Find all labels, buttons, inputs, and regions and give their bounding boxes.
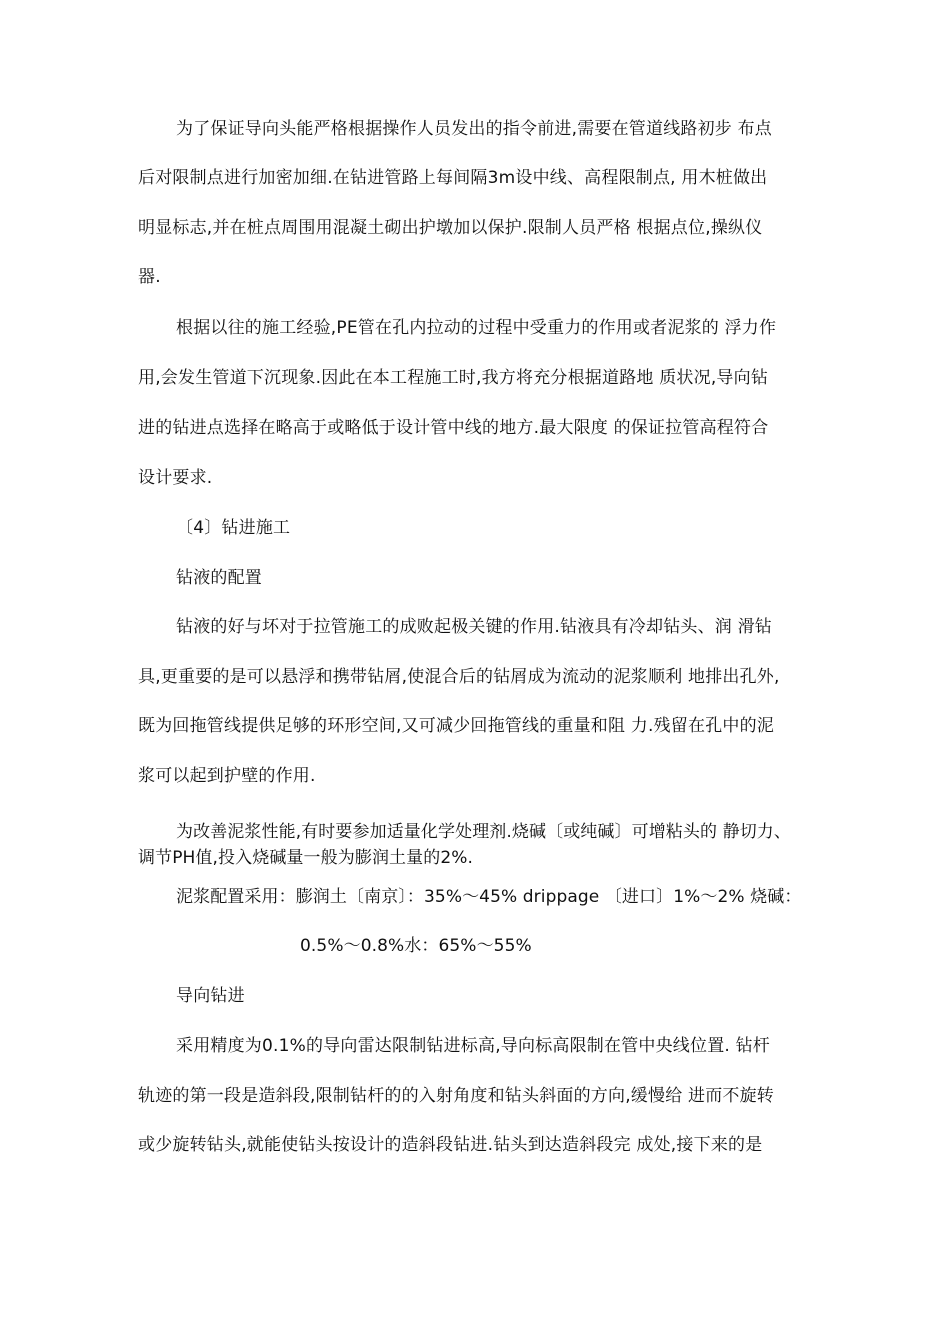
paragraph-2-line-3: 进的钻进点选择在略高于或略低于设计管中线的地方.最大限度 的保证拉管高程符合 [138,418,769,438]
paragraph-5-line-2: 轨迹的第一段是造斜段,限制钻杆的的入射角度和钻头斜面的方向,缓慢给 进而不旋转 [138,1086,775,1106]
paragraph-1-line-2: 后对限制点进行加密加细.在钻进管路上每间隔3m设中线、高程限制点, 用木桩做出 [138,168,768,188]
paragraph-5-line-3: 或少旋转钻头,就能使钻头按设计的造斜段钻进.钻头到达造斜段完 成处,接下来的是 [138,1135,763,1155]
subheading-drilling-fluid: 钻液的配置 [176,568,262,588]
mixture-line-2: 0.5%〜0.8%水：65%〜55% [300,936,532,956]
paragraph-1-line-3: 明显标志,并在桩点周围用混凝土砌出护墩加以保护.限制人员严格 根据点位,操纵仪 [138,218,763,238]
paragraph-5-line-1: 采用精度为0.1%的导向雷达限制钻进标高,导向标高限制在管中央线位置. 钻杆 [176,1036,770,1056]
paragraph-3-line-1: 钻液的好与坏对于拉管施工的成败起极关键的作用.钻液具有冷却钻头、润 滑钻 [176,617,773,637]
paragraph-3-line-3: 既为回拖管线提供足够的环形空间,又可减少回拖管线的重量和阻 力.残留在孔中的泥 [138,716,775,736]
paragraph-1-line-1: 为了保证导向头能严格根据操作人员发出的指令前进,需要在管道线路初步 布点 [176,119,773,139]
paragraph-2-line-2: 用,会发生管道下沉现象.因此在本工程施工时,我方将充分根据道路地 质状况,导向钻 [138,368,769,388]
mixture-line-1: 泥浆配置采用：膨润土〔南京〕：35%〜45% drippage 〔进口〕1%〜2% 烧碱： [176,887,802,907]
paragraph-2-line-4: 设计要求. [138,468,213,488]
paragraph-3-line-4: 浆可以起到护壁的作用. [138,766,316,786]
paragraph-1-line-4: 器. [138,267,161,287]
section-heading: 〔4〕钻进施工 [176,518,291,538]
subheading-guided-drilling: 导向钻进 [176,986,245,1006]
paragraph-4-line-2: 调节PH值,投入烧碱量一般为膨润土量的2%. [138,848,474,868]
paragraph-2-line-1: 根据以往的施工经验,PE管在孔内拉动的过程中受重力的作用或者泥浆的 浮力作 [176,318,777,338]
paragraph-4-line-1: 为改善泥浆性能,有时要参加适量化学处理剂.烧碱〔或纯碱〕可增粘头的 静切力、 [176,822,792,842]
paragraph-3-line-2: 具,更重要的是可以悬浮和携带钻屑,使混合后的钻屑成为流动的泥浆顺利 地排出孔外, [138,667,780,687]
